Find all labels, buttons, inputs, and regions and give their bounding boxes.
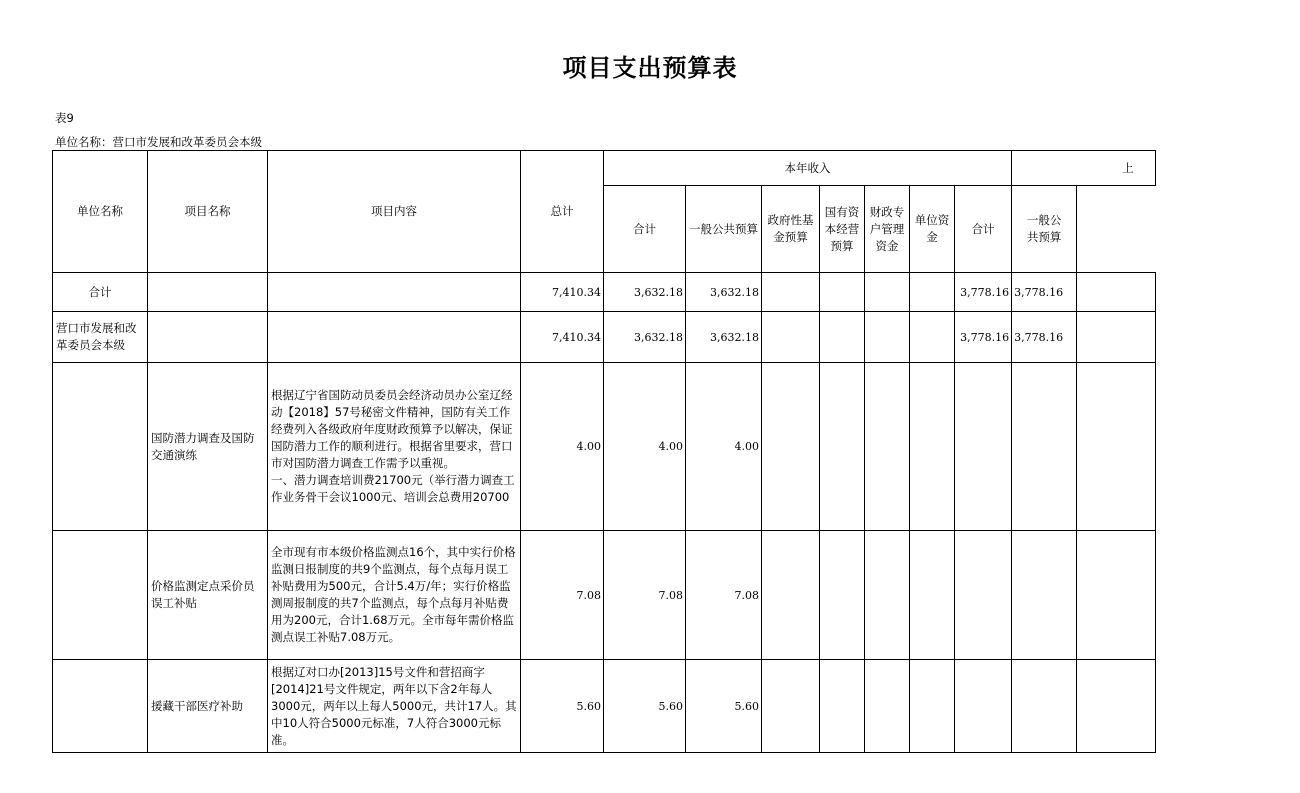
row-general: 3,632.18 (686, 273, 762, 312)
row-prev-subtotal (955, 363, 1012, 531)
row-prev-general: 3,778.16 (1012, 312, 1077, 363)
row-state-capital (820, 273, 865, 312)
row-state-capital (820, 312, 865, 363)
header-project-content: 项目内容 (268, 151, 521, 273)
row-prev-general (1012, 363, 1077, 531)
header-prev-subtotal: 合计 (955, 186, 1012, 273)
header-current-income: 本年收入 (604, 151, 1012, 186)
row-fiscal-special (865, 273, 910, 312)
row-state-capital (820, 531, 865, 660)
row-prev-general (1012, 660, 1077, 753)
budget-table (52, 150, 1156, 753)
table-row (53, 660, 1156, 753)
row-prev-subtotal: 3,778.16 (955, 273, 1012, 312)
header-state-capital-budget: 国有资本经营预算 (820, 186, 865, 273)
row-content: 根据辽宁省国防动员委员会经济动员办公室辽经动【2018】57号秘密文件精神，国防有关工作经费列入各级政府年度财政预算予以解决，保证国防潜力工作的顺利进行。根据省里要求，营口市对国防潜力调查工作需予以重视。 一、潜力调查培训费21700元（举行潜力调查工作业务骨干会议1000元、培训会总费用20700 (268, 363, 521, 531)
header-total: 总计 (521, 151, 604, 273)
unit-name-line: 单位名称：营口市发展和改革委员会本级 (55, 135, 262, 149)
row-unit-funds (910, 660, 955, 753)
row-unit (53, 531, 148, 660)
row-subtotal: 3,632.18 (604, 273, 686, 312)
table-number: 表9 (55, 111, 74, 125)
row-total: 7.08 (521, 531, 604, 660)
table-row-total (53, 273, 1156, 312)
row-prev-general (1012, 531, 1077, 660)
row-unit: 营口市发展和改革委员会本级 (53, 312, 148, 363)
row-gov-fund (762, 273, 820, 312)
table-row-unit (53, 312, 1156, 363)
row-project: 价格监测定点采价员误工补贴 (148, 531, 268, 660)
row-total: 4.00 (521, 363, 604, 531)
row-prev-subtotal (955, 531, 1012, 660)
page-title: 项目支出预算表 (562, 54, 738, 82)
row-total: 7,410.34 (521, 273, 604, 312)
row-project: 援藏干部医疗补助 (148, 660, 268, 753)
row-gov-fund (762, 312, 820, 363)
header-prev-general-public: 一般公共预算 (1012, 186, 1077, 273)
row-state-capital (820, 660, 865, 753)
row-content (268, 312, 521, 363)
row-unit (53, 363, 148, 531)
row-unit (53, 660, 148, 753)
row-fiscal-special (865, 363, 910, 531)
row-total: 7,410.34 (521, 312, 604, 363)
table-row (53, 363, 1156, 531)
row-subtotal: 5.60 (604, 660, 686, 753)
row-subtotal: 4.00 (604, 363, 686, 531)
row-general: 5.60 (686, 660, 762, 753)
row-content (268, 273, 521, 312)
row-prev-general: 3,778.16 (1012, 273, 1077, 312)
row-content: 根据辽对口办[2013]15号文件和营招商字[2014]21号文件规定，两年以下含2年每人3000元，两年以上每人5000元，共计17人。其中10人符合5000元标准，7人符合3000元标准。 (268, 660, 521, 753)
header-unit-funds: 单位资金 (910, 186, 955, 273)
row-project (148, 273, 268, 312)
header-project-name: 项目名称 (148, 151, 268, 273)
row-total: 5.60 (521, 660, 604, 753)
row-prev-subtotal: 3,778.16 (955, 312, 1012, 363)
header-subtotal: 合计 (604, 186, 686, 273)
row-unit-funds (910, 312, 955, 363)
row-general: 7.08 (686, 531, 762, 660)
header-general-public-budget: 一般公共预算 (686, 186, 762, 273)
table-row (53, 531, 1156, 660)
row-fiscal-special (865, 531, 910, 660)
row-gov-fund (762, 660, 820, 753)
row-subtotal: 3,632.18 (604, 312, 686, 363)
header-fiscal-special-account: 财政专户管理资金 (865, 186, 910, 273)
row-gov-fund (762, 531, 820, 660)
header-gov-fund-budget: 政府性基金预算 (762, 186, 820, 273)
budget-table-container (52, 150, 1134, 754)
row-content: 全市现有市本级价格监测点16个，其中实行价格监测日报制度的共9个监测点，每个点每月误工补贴费用为500元，合计5.4万/年；实行价格监测周报制度的共7个监测点，每个点每月补贴费用为200元，合计1.68万元。全市每年需价格监测点误工补贴7.08万元。 (268, 531, 521, 660)
row-unit-funds (910, 273, 955, 312)
header-unit-name: 单位名称 (53, 151, 148, 273)
row-subtotal: 7.08 (604, 531, 686, 660)
row-prev-subtotal (955, 660, 1012, 753)
row-gov-fund (762, 363, 820, 531)
row-fiscal-special (865, 312, 910, 363)
row-unit: 合计 (53, 273, 148, 312)
row-project (148, 312, 268, 363)
row-fiscal-special (865, 660, 910, 753)
row-project: 国防潜力调查及国防交通演练 (148, 363, 268, 531)
row-general: 3,632.18 (686, 312, 762, 363)
row-general: 4.00 (686, 363, 762, 531)
row-state-capital (820, 363, 865, 531)
header-prev-year: 上 (1012, 151, 1156, 186)
row-unit-funds (910, 531, 955, 660)
row-unit-funds (910, 363, 955, 531)
